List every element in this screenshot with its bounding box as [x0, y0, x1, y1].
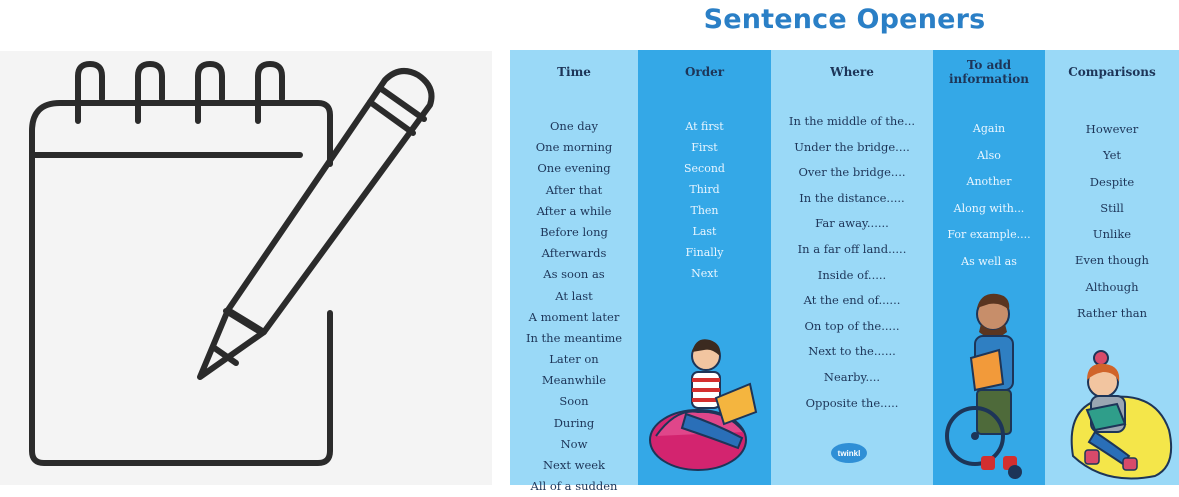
list-item: After a while — [536, 203, 612, 218]
sentence-openers-poster — [510, 50, 1179, 494]
list-item: In the meantime — [525, 330, 623, 345]
list-item: Opposite the..... — [805, 395, 899, 410]
list-item: At the end of...... — [803, 293, 901, 308]
word-list — [1045, 116, 1179, 326]
list-item: On top of the..... — [804, 318, 900, 333]
list-item: In the middle of the... — [788, 114, 916, 128]
twinkl-logo — [829, 442, 869, 466]
list-item: For example.... — [947, 228, 1031, 242]
girl-reading-illustration — [1065, 346, 1177, 482]
list-item: Despite — [1089, 174, 1135, 189]
list-item: A moment later — [528, 309, 620, 324]
list-item: Third — [689, 183, 720, 196]
list-item: Nearby.... — [823, 369, 881, 384]
list-item: Later on — [549, 352, 599, 367]
list-item: In the distance..... — [799, 190, 905, 205]
list-item: Over the bridge.... — [798, 165, 906, 180]
list-item: Another — [966, 175, 1012, 189]
list-item: Inside of..... — [817, 267, 887, 282]
list-item: Finally — [685, 246, 724, 259]
list-item: Soon — [559, 394, 589, 409]
list-item: Still — [1100, 200, 1124, 215]
list-item: At last — [555, 288, 593, 303]
list-item: Even though — [1075, 253, 1149, 268]
column-heading: Order — [684, 65, 725, 79]
column-heading: Where — [830, 65, 874, 79]
boy-reading-illustration — [646, 328, 766, 478]
word-list — [638, 116, 771, 284]
list-item: Yet — [1102, 148, 1122, 163]
list-item: As soon as — [543, 267, 605, 282]
list-item: All of a sudden — [530, 479, 618, 494]
list-item: In a far off land..... — [797, 241, 907, 256]
column-heading: Comparisons — [1068, 65, 1156, 79]
list-item: Next week — [542, 458, 606, 472]
notepad-illustration-panel — [0, 51, 492, 485]
list-item: At first — [685, 120, 724, 133]
word-list — [933, 116, 1045, 276]
list-item: Rather than — [1076, 306, 1148, 321]
column-time — [510, 50, 638, 494]
list-item: Then — [690, 204, 719, 217]
list-item: Under the bridge.... — [794, 139, 910, 154]
poster-title: Sentence Openers — [703, 4, 986, 35]
list-item: One evening — [537, 161, 611, 176]
list-item: After that — [545, 182, 603, 197]
column-heading-line: To add — [966, 58, 1012, 72]
list-item: Before long — [540, 224, 608, 239]
list-item: Also — [977, 148, 1001, 162]
column-heading: Time — [557, 65, 591, 79]
word-list — [771, 109, 933, 416]
column-where — [771, 50, 933, 485]
notepad-with-pencil-icon — [0, 51, 492, 485]
list-item: Afterwards — [541, 246, 607, 261]
list-item: One day — [549, 119, 598, 133]
list-item: Along with... — [953, 201, 1025, 215]
list-item: Meanwhile — [541, 373, 607, 388]
column-to-add-information — [933, 50, 1045, 485]
list-item: Next — [691, 267, 718, 280]
list-item: Unlike — [1092, 227, 1132, 242]
list-item: During — [553, 415, 595, 430]
list-item: Again — [972, 122, 1006, 135]
column-order — [638, 50, 771, 485]
list-item: However — [1085, 122, 1139, 136]
svg-text:twinkl: twinkl — [837, 449, 861, 458]
list-item: Far away...... — [815, 216, 889, 231]
column-heading — [933, 58, 1045, 86]
word-list — [510, 116, 638, 497]
wheelchair-reader-illustration — [941, 288, 1041, 484]
list-item: Next to the...... — [808, 344, 896, 359]
column-heading-line: information — [948, 72, 1030, 86]
list-item: Although — [1085, 279, 1139, 294]
list-item: One morning — [535, 140, 613, 155]
list-item: Last — [692, 225, 717, 238]
list-item: Second — [684, 162, 725, 175]
list-item: As well as — [961, 254, 1017, 268]
list-item: First — [691, 141, 718, 154]
column-comparisons — [1045, 50, 1179, 485]
list-item: Now — [560, 436, 588, 451]
